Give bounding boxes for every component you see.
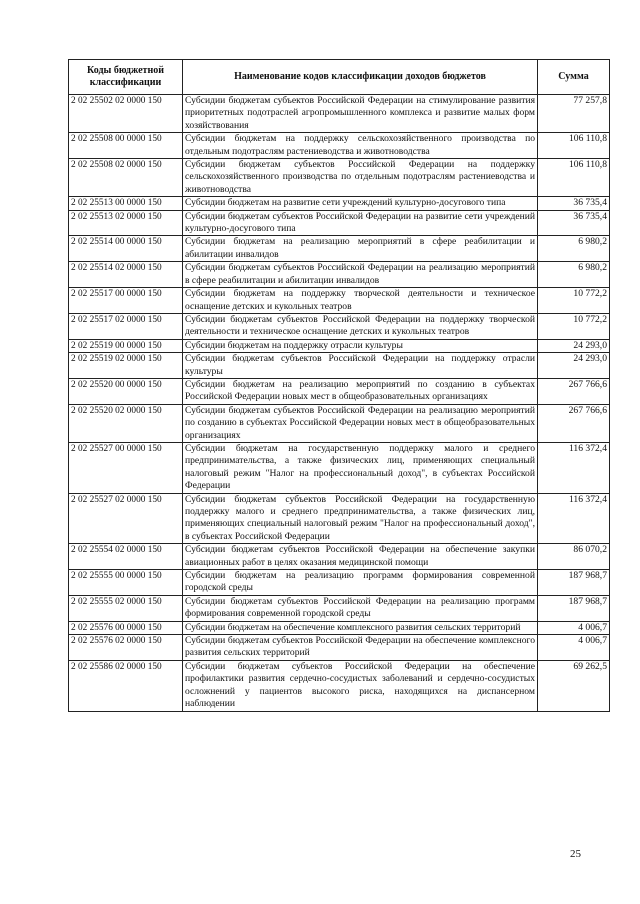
table-row bbox=[69, 262, 610, 288]
amount-cell: 116 372,4 bbox=[538, 442, 610, 493]
amount-cell: 24 293,0 bbox=[538, 339, 610, 352]
table-row bbox=[69, 236, 610, 262]
code-cell: 2 02 25513 02 0000 150 bbox=[69, 210, 183, 236]
code-cell: 2 02 25508 02 0000 150 bbox=[69, 159, 183, 197]
table-row bbox=[69, 197, 610, 210]
amount-cell: 106 110,8 bbox=[538, 133, 610, 159]
name-cell: Субсидии бюджетам субъектов Российской Федерации на обеспечение профилактики развития сердечно-сосудистых заболеваний и сердечно-сосудистых осложнений у пациентов высокого риска, находящихся на диспансерном наблюдении bbox=[183, 660, 538, 711]
amount-cell: 116 372,4 bbox=[538, 493, 610, 544]
table-row bbox=[69, 159, 610, 197]
header-code: Коды бюджетной классификации bbox=[69, 60, 183, 95]
code-cell: 2 02 25576 02 0000 150 bbox=[69, 635, 183, 661]
header-amount: Сумма bbox=[538, 60, 610, 95]
code-cell: 2 02 25586 02 0000 150 bbox=[69, 660, 183, 711]
table-row bbox=[69, 353, 610, 379]
amount-cell: 69 262,5 bbox=[538, 660, 610, 711]
amount-cell: 10 772,2 bbox=[538, 313, 610, 339]
name-cell: Субсидии бюджетам субъектов Российской Федерации на государственную поддержку малого и среднего предпринимательства, а также физических лиц, применяющих специальный налоговый режим "Налог на профессиональный доход", в субъектах Российской Федерации bbox=[183, 493, 538, 544]
name-cell: Субсидии бюджетам субъектов Российской Федерации на реализацию мероприятий по созданию в субъектах Российской Федерации новых мест в общеобразовательных организациях bbox=[183, 404, 538, 442]
table-row bbox=[69, 404, 610, 442]
table-row bbox=[69, 378, 610, 404]
table-row bbox=[69, 660, 610, 711]
table-row bbox=[69, 288, 610, 314]
code-cell: 2 02 25554 02 0000 150 bbox=[69, 544, 183, 570]
table-row bbox=[69, 339, 610, 352]
code-cell: 2 02 25527 02 0000 150 bbox=[69, 493, 183, 544]
amount-cell: 267 766,6 bbox=[538, 378, 610, 404]
code-cell: 2 02 25517 00 0000 150 bbox=[69, 288, 183, 314]
code-cell: 2 02 25513 00 0000 150 bbox=[69, 197, 183, 210]
table-row bbox=[69, 570, 610, 596]
table-row bbox=[69, 493, 610, 544]
table-row bbox=[69, 210, 610, 236]
table-row bbox=[69, 95, 610, 133]
amount-cell: 36 735,4 bbox=[538, 210, 610, 236]
code-cell: 2 02 25519 00 0000 150 bbox=[69, 339, 183, 352]
table-row bbox=[69, 635, 610, 661]
amount-cell: 86 070,2 bbox=[538, 544, 610, 570]
name-cell: Субсидии бюджетам субъектов Российской Федерации на поддержку сельскохозяйственного производства по отдельным подотраслям растениеводства и животноводства bbox=[183, 159, 538, 197]
name-cell: Субсидии бюджетам субъектов Российской Федерации на реализацию мероприятий в сфере реабилитации и абилитации инвалидов bbox=[183, 262, 538, 288]
amount-cell: 4 006,7 bbox=[538, 635, 610, 661]
name-cell: Субсидии бюджетам на поддержку отрасли культуры bbox=[183, 339, 538, 352]
name-cell: Субсидии бюджетам субъектов Российской Федерации на поддержку отрасли культуры bbox=[183, 353, 538, 379]
amount-cell: 6 980,2 bbox=[538, 236, 610, 262]
name-cell: Субсидии бюджетам субъектов Российской Федерации на реализацию программ формирования современной городской среды bbox=[183, 595, 538, 621]
amount-cell: 267 766,6 bbox=[538, 404, 610, 442]
amount-cell: 187 968,7 bbox=[538, 595, 610, 621]
amount-cell: 187 968,7 bbox=[538, 570, 610, 596]
name-cell: Субсидии бюджетам на поддержку творческой деятельности и техническое оснащение детских и кукольных театров bbox=[183, 288, 538, 314]
code-cell: 2 02 25517 02 0000 150 bbox=[69, 313, 183, 339]
name-cell: Субсидии бюджетам субъектов Российской Федерации на развитие сети учреждений культурно-досугового типа bbox=[183, 210, 538, 236]
page-number: 25 bbox=[570, 848, 581, 860]
name-cell: Субсидии бюджетам субъектов Российской Федерации на поддержку творческой деятельности и техническое оснащение детских и кукольных театров bbox=[183, 313, 538, 339]
amount-cell: 24 293,0 bbox=[538, 353, 610, 379]
name-cell: Субсидии бюджетам на государственную поддержку малого и среднего предпринимательства, а также физических лиц, применяющих специальный налоговый режим "Налог на профессиональный доход", в субъектах Российской Федерации bbox=[183, 442, 538, 493]
amount-cell: 36 735,4 bbox=[538, 197, 610, 210]
code-cell: 2 02 25555 00 0000 150 bbox=[69, 570, 183, 596]
code-cell: 2 02 25508 00 0000 150 bbox=[69, 133, 183, 159]
table-row bbox=[69, 544, 610, 570]
table-row bbox=[69, 595, 610, 621]
amount-cell: 6 980,2 bbox=[538, 262, 610, 288]
code-cell: 2 02 25519 02 0000 150 bbox=[69, 353, 183, 379]
name-cell: Субсидии бюджетам на реализацию программ формирования современной городской среды bbox=[183, 570, 538, 596]
table-row bbox=[69, 313, 610, 339]
name-cell: Субсидии бюджетам субъектов Российской Федерации на стимулирование развития приоритетных подотраслей агропромышленного комплекса и развитие малых форм хозяйствования bbox=[183, 95, 538, 133]
budget-income-table bbox=[68, 59, 610, 712]
amount-cell: 10 772,2 bbox=[538, 288, 610, 314]
code-cell: 2 02 25514 00 0000 150 bbox=[69, 236, 183, 262]
name-cell: Субсидии бюджетам субъектов Российской Федерации на обеспечение закупки авиационных работ в целях оказания медицинской помощи bbox=[183, 544, 538, 570]
code-cell: 2 02 25520 00 0000 150 bbox=[69, 378, 183, 404]
code-cell: 2 02 25527 00 0000 150 bbox=[69, 442, 183, 493]
header-name: Наименование кодов классификации доходов бюджетов bbox=[183, 60, 538, 95]
code-cell: 2 02 25502 02 0000 150 bbox=[69, 95, 183, 133]
name-cell: Субсидии бюджетам на развитие сети учреждений культурно-досугового типа bbox=[183, 197, 538, 210]
amount-cell: 4 006,7 bbox=[538, 621, 610, 634]
code-cell: 2 02 25576 00 0000 150 bbox=[69, 621, 183, 634]
amount-cell: 106 110,8 bbox=[538, 159, 610, 197]
name-cell: Субсидии бюджетам на поддержку сельскохозяйственного производства по отдельным подотраслям растениеводства и животноводства bbox=[183, 133, 538, 159]
table-row bbox=[69, 621, 610, 634]
table-header-row bbox=[69, 60, 610, 95]
table-row bbox=[69, 442, 610, 493]
name-cell: Субсидии бюджетам субъектов Российской Федерации на обеспечение комплексного развития сельских территорий bbox=[183, 635, 538, 661]
name-cell: Субсидии бюджетам на обеспечение комплексного развития сельских территорий bbox=[183, 621, 538, 634]
code-cell: 2 02 25514 02 0000 150 bbox=[69, 262, 183, 288]
name-cell: Субсидии бюджетам на реализацию мероприятий в сфере реабилитации и абилитации инвалидов bbox=[183, 236, 538, 262]
amount-cell: 77 257,8 bbox=[538, 95, 610, 133]
name-cell: Субсидии бюджетам на реализацию мероприятий по созданию в субъектах Российской Федерации новых мест в общеобразовательных организациях bbox=[183, 378, 538, 404]
table-row bbox=[69, 133, 610, 159]
code-cell: 2 02 25520 02 0000 150 bbox=[69, 404, 183, 442]
code-cell: 2 02 25555 02 0000 150 bbox=[69, 595, 183, 621]
